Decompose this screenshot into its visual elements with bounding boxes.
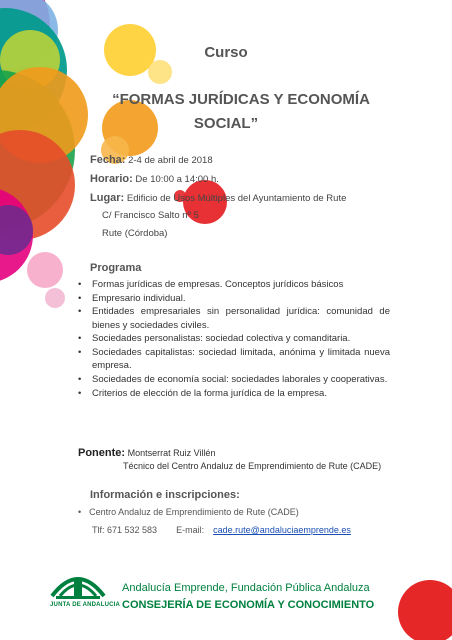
address-line1: C/ Francisco Salto nº 5 xyxy=(102,210,199,221)
ponente-row xyxy=(78,447,215,459)
fecha-value: 2-4 de abril de 2018 xyxy=(128,155,213,166)
fecha-label: Fecha: xyxy=(90,154,126,166)
ponente-name: Montserrat Ruiz Villén xyxy=(127,448,216,458)
programa-heading: Programa xyxy=(90,262,142,274)
info-heading: Información e inscripciones: xyxy=(90,489,240,501)
lugar-row xyxy=(90,192,346,204)
list-item: • Criterios de elección de la forma jurídica de la empresa. xyxy=(78,387,390,400)
junta-logo-text: JUNTA DE ANDALUCIA xyxy=(50,602,121,608)
course-title-line2: SOCIAL” xyxy=(193,115,259,132)
ponente-label: Ponente: xyxy=(78,447,126,459)
course-label: Curso xyxy=(204,44,248,61)
lugar-value: Edificio de Usos Múltiples del Ayuntamiento de Rute xyxy=(126,193,347,204)
fecha-row xyxy=(90,154,213,166)
programa-list xyxy=(78,278,390,400)
list-item: • Sociedades de economía social: sociedades laborales y cooperativas. xyxy=(78,373,390,386)
horario-row xyxy=(90,173,219,185)
address-line2: Rute (Córdoba) xyxy=(102,228,168,239)
course-title xyxy=(0,88,452,136)
list-item: • Sociedades personalistas: sociedad colectiva y comanditaria. xyxy=(78,332,390,345)
list-item: • Entidades empresariales sin personalidad jurídica: comunidad de bienes y sociedades civiles. xyxy=(78,305,390,331)
email-link[interactable]: cade.rute@andaluciaemprende.es xyxy=(213,525,351,535)
info-center-text: Centro Andaluz de Emprendimiento de Rute (CADE) xyxy=(89,507,299,517)
footer-line1: Andalucía Emprende, Fundación Pública Andaluza xyxy=(122,582,370,594)
email-label: E-mail: xyxy=(176,525,205,535)
lugar-label: Lugar: xyxy=(90,192,125,204)
info-center xyxy=(78,507,299,517)
list-item: • Empresario individual. xyxy=(78,292,390,305)
list-item: • Sociedades capitalistas: sociedad limitada, anónima y limitada nueva empresa. xyxy=(78,346,390,372)
course-title-line1: “FORMAS JURÍDICAS Y ECONOMÍA xyxy=(112,91,370,108)
footer-line2: CONSEJERÍA DE ECONOMÍA Y CONOCIMIENTO xyxy=(122,599,375,611)
horario-value: De 10:00 a 14:00 h. xyxy=(135,174,219,185)
phone-text: Tlf: 671 532 583 xyxy=(92,525,158,535)
list-item: • Formas jurídicas de empresas. Conceptos jurídicos básicos xyxy=(78,278,390,291)
contact-row xyxy=(92,525,351,535)
ponente-role: Técnico del Centro Andaluz de Emprendimiento de Rute (CADE) xyxy=(123,461,382,471)
horario-label: Horario: xyxy=(90,173,133,185)
